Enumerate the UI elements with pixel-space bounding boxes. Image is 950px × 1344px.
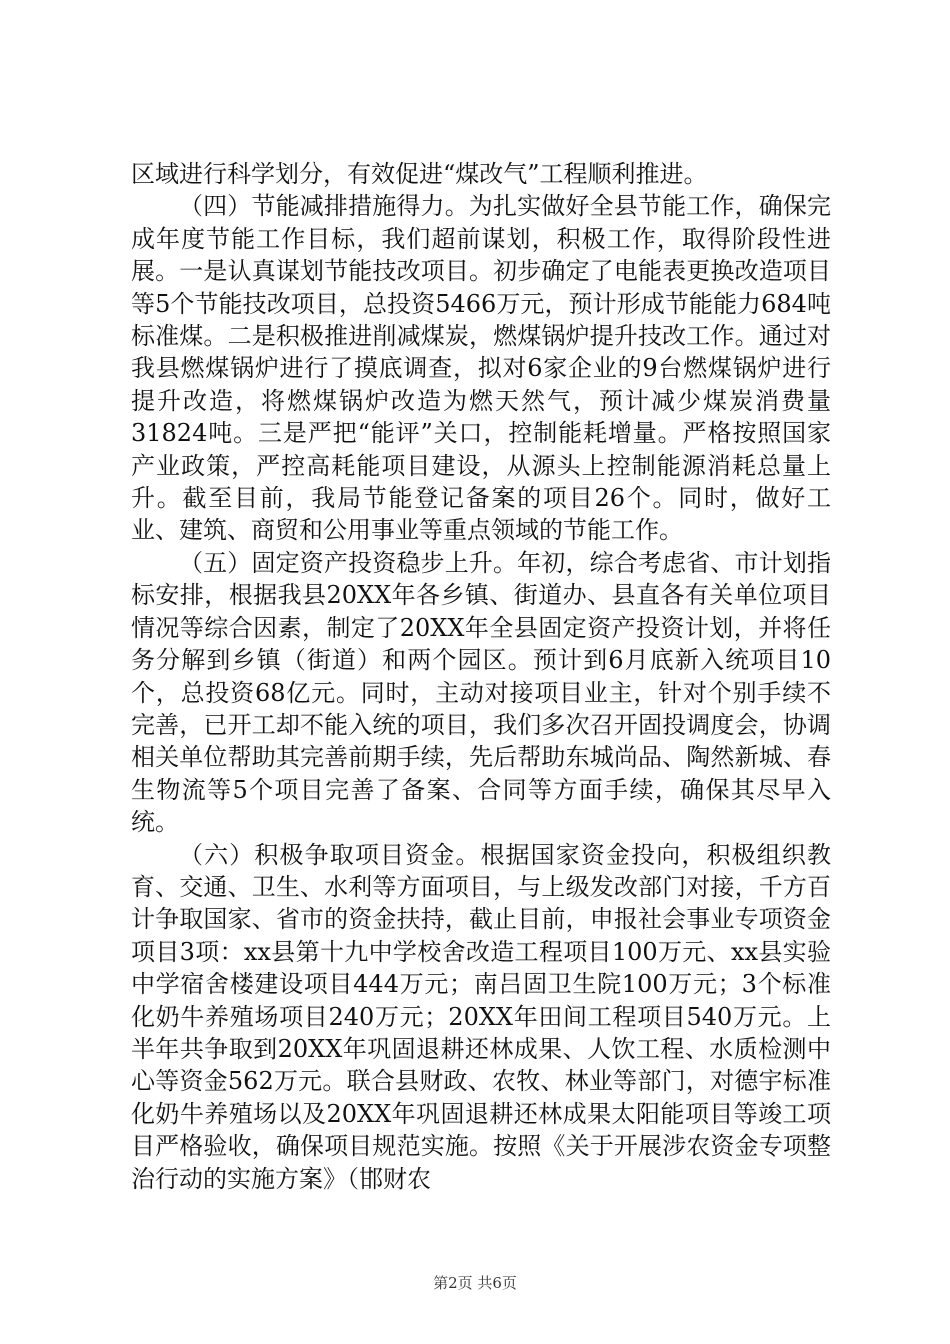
paragraph-project-funding: （六）积极争取项目资金。根据国家资金投向，积极组织教育、交通、卫生、水利等方面项目，与上级发改部门对接，千方百计争取国家、省市的资金扶持，截止目前，申报社会事业专项资金项目3项：xx县第十九中学校舍改造工程项目100万元、xx县实验中学宿舍楼建设项目444万元；南吕固卫生院100万元；3个标准化奶牛养殖场项目240万元；20XX年田间工程项目540万元。上半年共争取到20XX年巩固退耕还林成果、人饮工程、水质检测中心等资金562万元。联合县财政、农牧、林业等部门，对德宇标准化奶牛养殖场以及20XX年巩固退耕还林成果太阳能项目等竣工项目严格验收，确保项目规范实施。按照《关于开展涉农资金专项整治行动的实施方案》（邯财农: [131, 840, 831, 1193]
paragraph-continuation: 区域进行科学划分，有效促进“煤改气”工程顺利推进。: [131, 160, 708, 188]
page-footer: 第2页 共6页: [433, 1274, 517, 1292]
paragraph-fixed-asset-investment: （五）固定资产投资稳步上升。年初，综合考虑省、市计划指标安排，根据我县20XX年各乡镇、街道办、县直各有关单位项目情况等综合因素，制定了20XX年全县固定资产投资计划，并将任务分解到乡镇（街道）和两个园区。预计到6月底新入统项目10个，总投资68亿元。同时，主动对接项目业主，针对个别手续不完善，已开工却不能入统的项目，我们多次召开固投调度会，协调相关单位帮助其完善前期手续，先后帮助东城尚品、陶然新城、春生物流等5个项目完善了备案、合同等方面手续，确保其尽早入统。: [131, 548, 831, 837]
paragraph-energy-saving: （四）节能减排措施得力。为扎实做好全县节能工作，确保完成年度节能工作目标，我们超前谋划，积极工作，取得阶段性进展。一是认真谋划节能技改项目。初步确定了电能表更换改造项目等5个节能技改项目，总投资5466万元，预计形成节能能力684吨标准煤。二是积极推进削减煤炭，燃煤锅炉提升技改工作。通过对我县燃煤锅炉进行了摸底调查，拟对6家企业的9台燃煤锅炉进行提升改造，将燃煤锅炉改造为燃天然气，预计减少煤炭消费量31824吨。三是严把“能评”关口，控制能耗增量。严格按照国家产业政策，严控高耗能项目建设，从源头上控制能源消耗总量上升。截至目前，我局节能登记备案的项目26个。同时，做好工业、建筑、商贸和公用事业等重点领域的节能工作。: [131, 192, 831, 545]
document-body: [131, 158, 831, 1195]
